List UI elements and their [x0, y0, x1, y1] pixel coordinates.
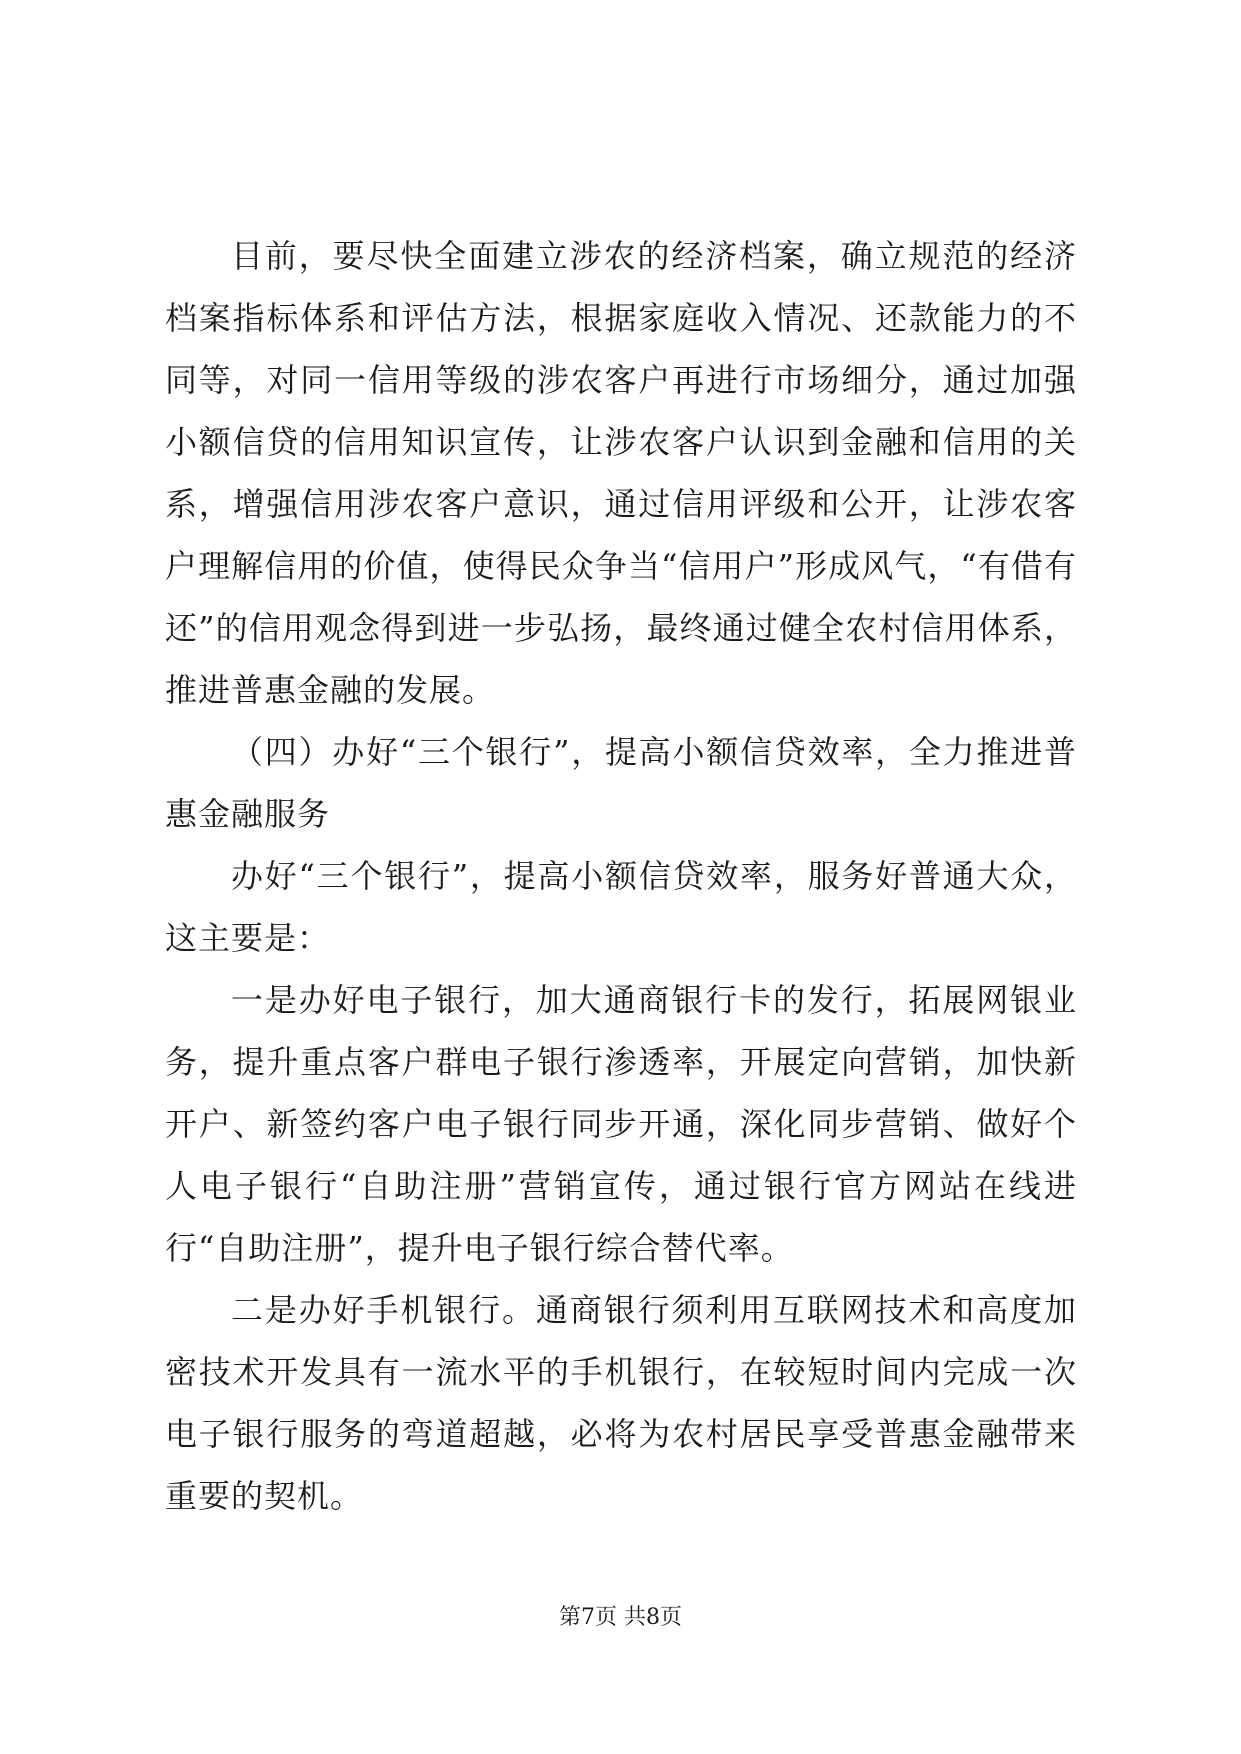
page-number-footer: 第7页 共8页: [559, 1605, 682, 1630]
paragraph-credit-archives: 目前，要尽快全面建立涉农的经济档案，确立规范的经济档案指标体系和评估方法，根据家庭收入情况、还款能力的不同等，对同一信用等级的涉农客户再进行市场细分，通过加强小额信贷的信用知识宣传，让涉农客户认识到金融和信用的关系，增强信用涉农客户意识，通过信用评级和公开，让涉农客户理解信用的价值，使得民众争当“信用户”形成风气，“有借有还”的信用观念得到进一步弘扬，最终通过健全农村信用体系，推进普惠金融的发展。: [165, 237, 1077, 709]
section-heading-three-banks: （四）办好“三个银行”，提高小额信贷效率，全力推进普惠金融服务: [165, 733, 1077, 833]
paragraph-mobile-banking: 二是办好手机银行。通商银行须利用互联网技术和高度加密技术开发具有一流水平的手机银行，在较短时间内完成一次电子银行服务的弯道超越，必将为农村居民享受普惠金融带来重要的契机。: [165, 1291, 1077, 1515]
paragraph-three-banks-intro: 办好“三个银行”，提高小额信贷效率，服务好普通大众，这主要是：: [165, 857, 1077, 957]
document-body: [165, 225, 1077, 1527]
paragraph-electronic-banking: 一是办好电子银行，加大通商银行卡的发行，拓展网银业务，提升重点客户群电子银行渗透率，开展定向营销，加快新开户、新签约客户电子银行同步开通，深化同步营销、做好个人电子银行“自助注册”营销宣传，通过银行官方网站在线进行“自助注册”，提升电子银行综合替代率。: [165, 981, 1077, 1267]
